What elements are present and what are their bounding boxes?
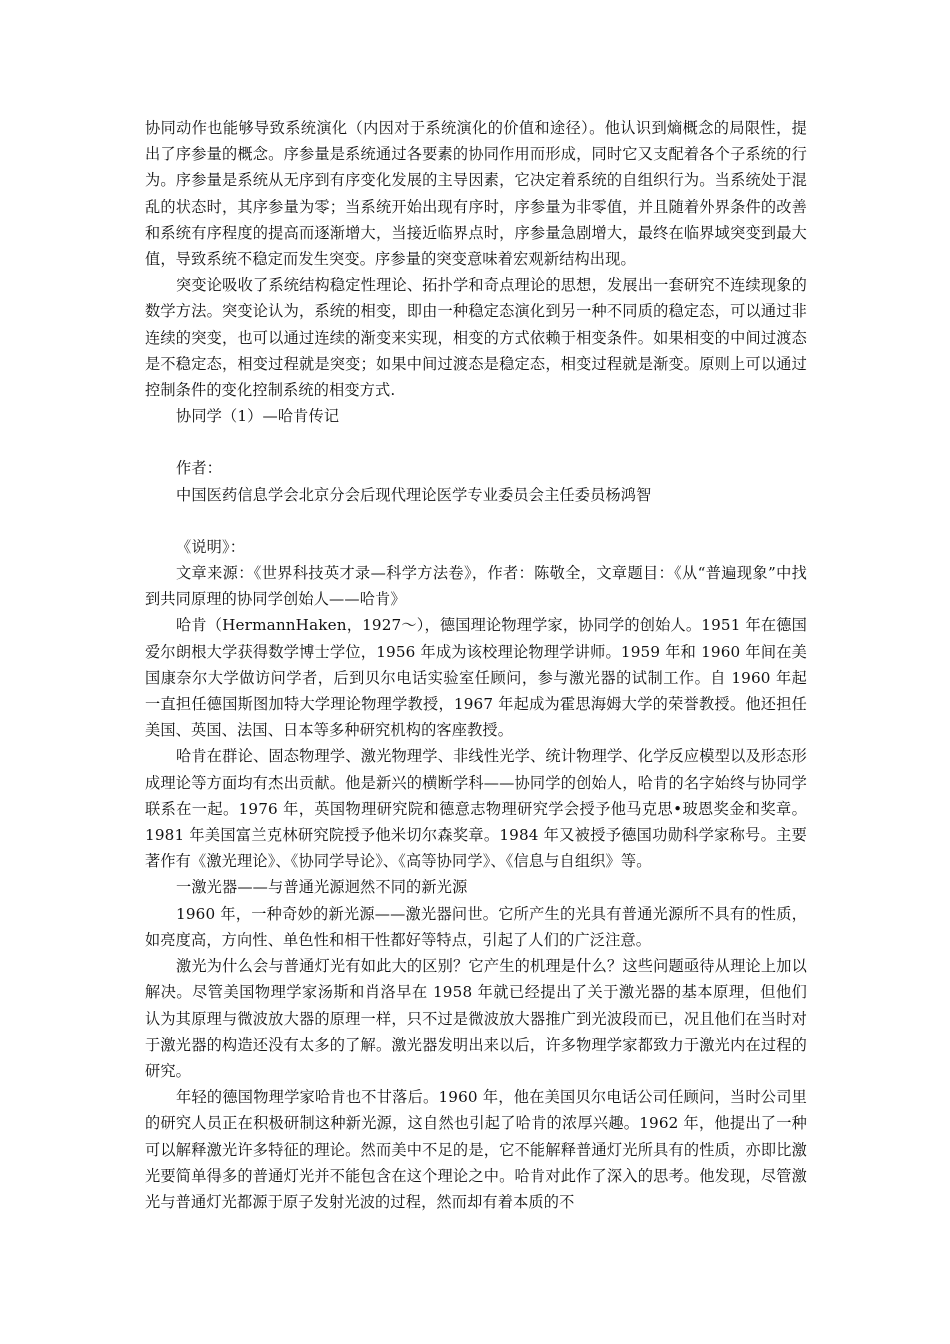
paragraph-young-haken: 年轻的德国物理学家哈肯也不甘落后。1960 年，他在美国贝尔电话公司任顾问，当时公司里的研究人员正在积极研制这种新光源，这自然也引起了哈肯的浓厚兴趣。1962 年，他提出了一种可以解释激光许多特征的理论。然而美中不足的是，它不能解释普通灯光所具有的性质，亦即比激光要简单得多的普通灯光并不能包含在这个理论之中。哈肯对此作了深入的思考。他发现，尽管激光与普通灯光都源于原子发射光波的过程，然而却有着本质的不 <box>145 1088 807 1211</box>
section-title-haken-biography: 协同学（1）—哈肯传记 <box>176 407 340 426</box>
section-heading-laser: 一激光器——与普通光源迥然不同的新光源 <box>176 878 468 897</box>
paragraph-laser-mechanism: 激光为什么会与普通灯光有如此大的区别？它产生的机理是什么？这些问题亟待从理论上加以解决。尽管美国物理学家汤斯和肖洛早在 1958 年就已经提出了关于激光器的基本原理，但他们认为其原理与微波放大器的原理一样，只不过是微波放大器推广到光波段而已，况且他们在当时对于激光器的构造还没有太多的了解。激光器发明出来以后，许多物理学家都致力于激光内在过程的研究。 <box>145 957 807 1080</box>
blank-line <box>145 508 807 534</box>
paragraph-laser-1960: 1960 年，一种奇妙的新光源——激光器问世。它所产生的光具有普通光源所不具有的性质，如亮度高，方向性、单色性和相干性都好等特点，引起了人们的广泛注意。 <box>145 904 807 949</box>
document-page <box>145 115 807 1215</box>
blank-line <box>145 429 807 455</box>
paragraph-catastrophe-theory: 突变论吸收了系统结构稳定性理论、拓扑学和奇点理论的思想，发展出一套研究不连续现象的数学方法。突变论认为，系统的相变，即由一种稳定态演化到另一种不同质的稳定态，可以通过非连续的突变，也可以通过连续的渐变来实现，相变的方式依赖于相变条件。如果相变的中间过渡态是不稳定态，相变过程就是突变；如果中间过渡态是稳定态，相变过程就是渐变。原则上可以通过控制条件的变化控制系统的相变方式. <box>145 276 807 400</box>
author-name: 中国医药信息学会北京分会后现代理论医学专业委员会主任委员杨鸿智 <box>176 485 652 504</box>
paragraph-synergy-order-parameter: 协同动作也能够导致系统演化（内因对于系统演化的价值和途径）。他认识到熵概念的局限性，提出了序参量的概念。序参量是系统通过各要素的协同作用而形成，同时它又支配着各个子系统的行为。序参量是系统从无序到有序变化发展的主导因素，它决定着系统的自组织行为。当系统处于混乱的状态时，其序参量为零；当系统开始出现有序时，序参量为非零值，并且随着外界条件的改善和系统有序程度的提高而逐渐增大，当接近临界点时，序参量急剧增大，最终在临界域突变到最大值，导致系统不稳定而发生突变。序参量的突变意味着宏观新结构出现。 <box>145 119 807 269</box>
article-source: 文章来源：《世界科技英才录—科学方法卷》，作者：陈敬全，文章题目：《从“普遍现象”中找到共同原理的协同学创始人——哈肯》 <box>145 564 807 609</box>
note-label: 《说明》： <box>176 537 246 556</box>
author-label: 作者： <box>176 459 223 478</box>
paragraph-haken-intro: 哈肯（HermannHaken，1927～），德国理论物理学家，协同学的创始人。1951 年在德国爱尔朗根大学获得数学博士学位，1956 年成为该校理论物理学讲师。1959 年和 1960 年间在美国康奈尔大学做访问学者，后到贝尔电话实验室任顾问，参与激光器的试制工作。自 1960 年起一直担任德国斯图加特大学理论物理学教授，1967 年起成为霍思海姆大学的荣誉教授。他还担任美国、英国、法国、日本等多种研究机构的客座教授。 <box>145 616 807 740</box>
paragraph-haken-contributions: 哈肯在群论、固态物理学、激光物理学、非线性光学、统计物理学、化学反应模型以及形态形成理论等方面均有杰出贡献。他是新兴的横断学科——协同学的创始人，哈肯的名字始终与协同学联系在一起。1976 年，英国物理研究院和德意志物理研究学会授予他马克思•玻恩奖金和奖章。1981 年美国富兰克林研究院授予他米切尔森奖章。1984 年又被授予德国功勋科学家称号。主要著作有《激光理论》、《协同学导论》、《高等协同学》、《信息与自组织》等。 <box>145 747 807 871</box>
